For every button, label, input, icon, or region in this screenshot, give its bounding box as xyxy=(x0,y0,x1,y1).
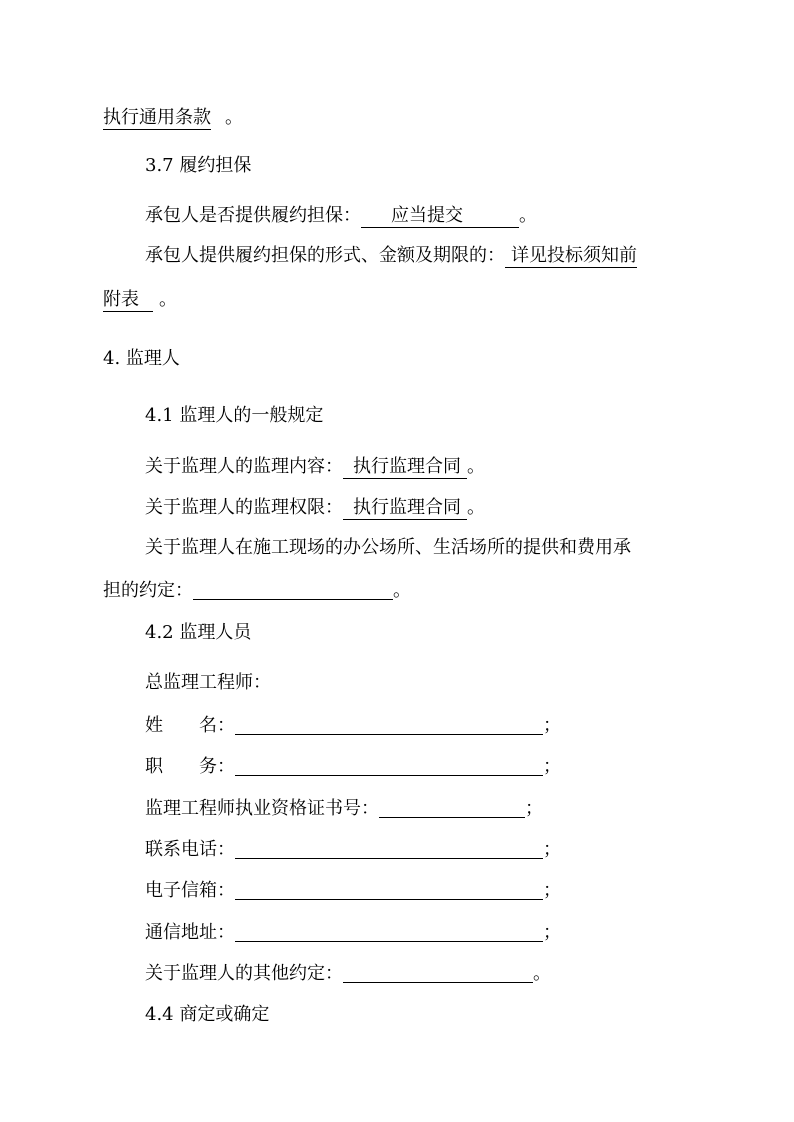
address-row xyxy=(145,921,561,945)
address-blank[interactable] xyxy=(235,921,543,942)
guarantee-form-value-cont: 附表 xyxy=(103,289,153,312)
section-4-1-heading: 4.1 监理人的一般规定 xyxy=(145,405,324,426)
title-row xyxy=(145,755,561,779)
supervision-content-row xyxy=(145,455,485,479)
certificate-label: 监理工程师执业资格证书号： xyxy=(145,798,379,819)
semicolon: ； xyxy=(543,839,561,860)
guarantee-form-row-cont xyxy=(103,288,177,312)
chief-engineer-label: 总监理工程师： xyxy=(145,672,271,693)
other-agreement-blank[interactable] xyxy=(343,962,533,983)
other-agreement-label: 关于监理人的其他约定： xyxy=(145,963,343,984)
section-3-7-heading: 3.7 履约担保 xyxy=(145,155,252,176)
supervision-authority-row xyxy=(145,496,485,520)
title-label: 职 务： xyxy=(145,756,235,777)
name-row xyxy=(145,714,561,738)
period: 。 xyxy=(225,107,243,128)
name-label: 姓 名： xyxy=(145,715,235,736)
phone-row xyxy=(145,838,561,862)
phone-blank[interactable] xyxy=(235,838,543,859)
office-agreement-row xyxy=(103,579,411,603)
period: 。 xyxy=(159,289,177,310)
certificate-row xyxy=(145,797,543,821)
office-agreement-label: 担的约定： xyxy=(103,580,193,601)
period: 。 xyxy=(393,580,411,601)
period: 。 xyxy=(467,456,485,477)
section-4-2-heading: 4.2 监理人员 xyxy=(145,622,252,643)
other-agreement-row xyxy=(145,962,551,986)
name-blank[interactable] xyxy=(235,714,543,735)
guarantee-form-value: 详见投标须知前 xyxy=(505,245,637,268)
performance-guarantee-row xyxy=(145,204,537,228)
section-4-heading: 4. 监理人 xyxy=(103,348,180,369)
guarantee-form-row xyxy=(145,244,637,268)
supervision-authority-label: 关于监理人的监理权限： xyxy=(145,497,343,518)
supervision-authority-value: 执行监理合同 xyxy=(343,497,467,520)
performance-guarantee-value: 应当提交 xyxy=(361,205,519,228)
semicolon: ； xyxy=(525,798,543,819)
email-blank[interactable] xyxy=(235,879,543,900)
email-row xyxy=(145,879,561,903)
clause-tail-line xyxy=(103,106,243,130)
email-label: 电子信箱： xyxy=(145,880,235,901)
section-4-4-heading: 4.4 商定或确定 xyxy=(145,1004,270,1025)
semicolon: ； xyxy=(543,880,561,901)
supervision-content-label: 关于监理人的监理内容： xyxy=(145,456,343,477)
office-agreement-line1: 关于监理人在施工现场的办公场所、生活场所的提供和费用承 xyxy=(145,537,631,558)
guarantee-form-label: 承包人提供履约担保的形式、金额及期限的： xyxy=(145,245,505,266)
semicolon: ； xyxy=(543,715,561,736)
semicolon: ； xyxy=(543,922,561,943)
semicolon: ； xyxy=(543,756,561,777)
performance-guarantee-label: 承包人是否提供履约担保： xyxy=(145,205,361,226)
title-blank[interactable] xyxy=(235,755,543,776)
period: 。 xyxy=(467,497,485,518)
phone-label: 联系电话： xyxy=(145,839,235,860)
address-label: 通信地址： xyxy=(145,922,235,943)
general-terms-value: 执行通用条款 xyxy=(103,107,211,128)
office-agreement-blank[interactable] xyxy=(193,579,393,600)
period: 。 xyxy=(533,963,551,984)
certificate-blank[interactable] xyxy=(379,797,525,818)
supervision-content-value: 执行监理合同 xyxy=(343,456,467,479)
period: 。 xyxy=(519,205,537,226)
